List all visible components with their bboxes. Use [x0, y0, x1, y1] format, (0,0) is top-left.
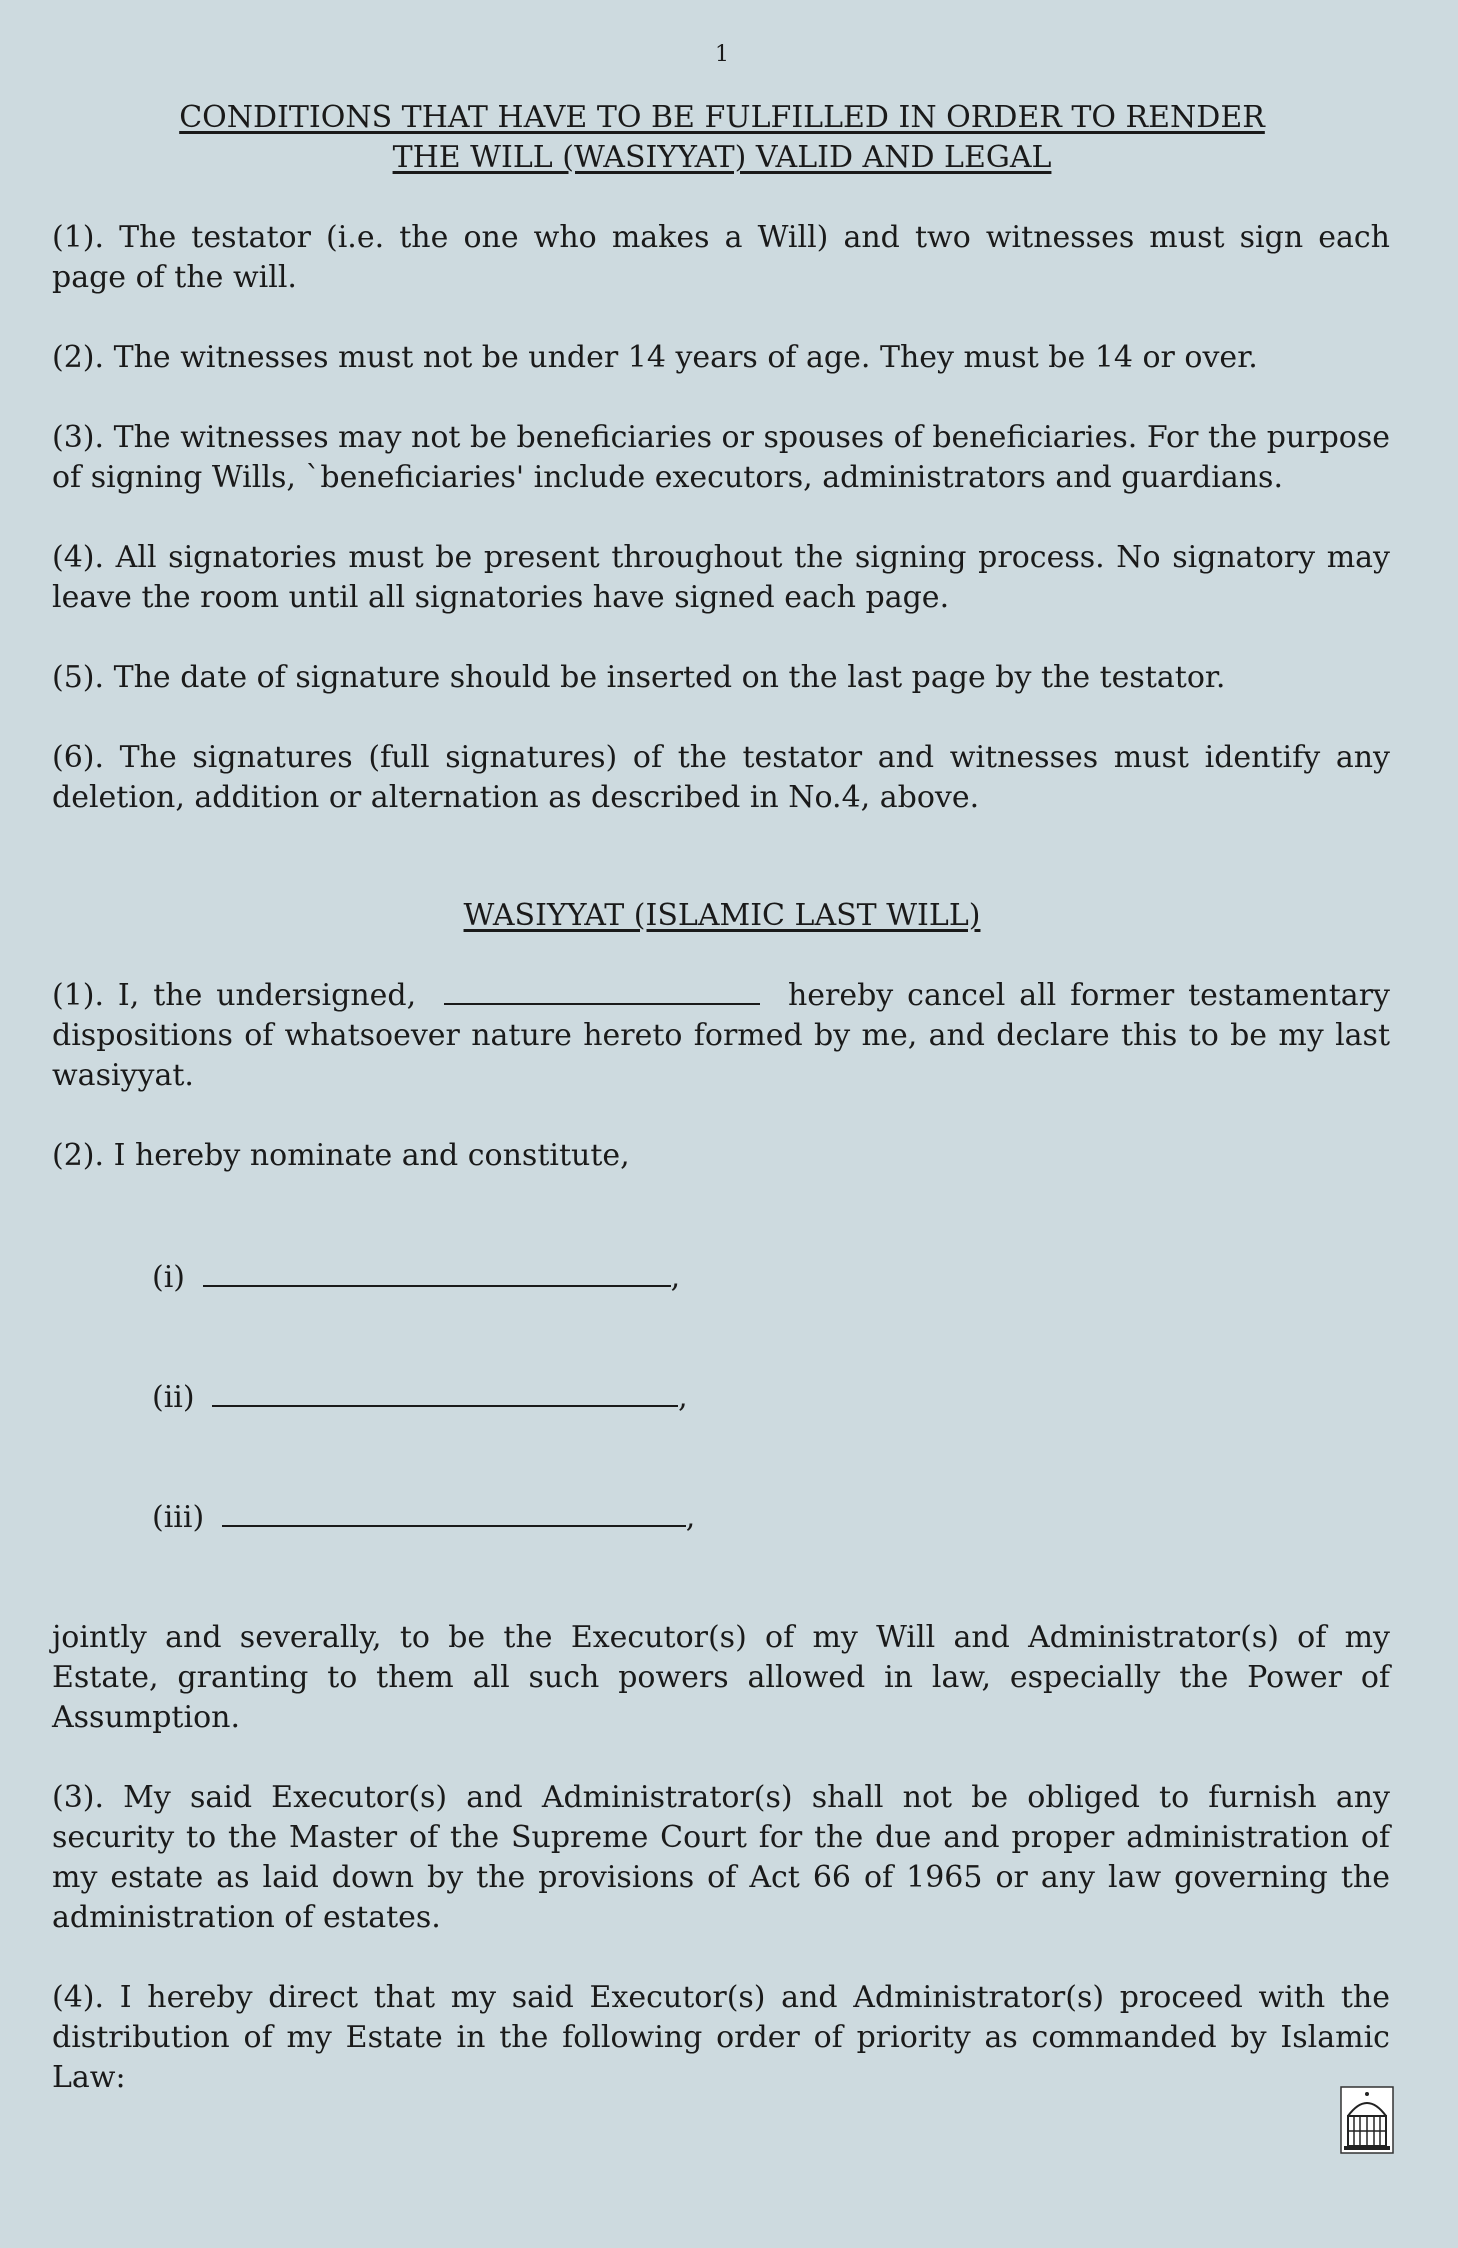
page-number: 1 — [715, 42, 729, 67]
condition-item-1: (1). The testator (i.e. the one who makes a Will) and two witnesses must sign each page of the will. — [52, 220, 1390, 295]
wasiyyat-clause-2: (2). I hereby nominate and constitute, — [52, 1138, 630, 1173]
wasiyyat-title: WASIYYAT (ISLAMIC LAST WILL) — [463, 898, 981, 933]
condition-item-4: (4). All signatories must be present throughout the signing process. No signatory may leave the room until all signatories have signed each page. — [52, 540, 1390, 615]
nominee-label-3: (iii) — [152, 1500, 205, 1535]
nominee-comma-3: , — [685, 1500, 696, 1535]
wasiyyat-clause-4: (4). I hereby direct that my said Executor(s) and Administrator(s) proceed with the distribution of my Estate in the following order of priority as commanded by Islamic Law: — [52, 1980, 1390, 2095]
condition-item-6: (6). The signatures (full signatures) of the testator and witnesses must identify any deletion, addition or alternation as described in No.4, above. — [52, 740, 1390, 815]
nominee-field-3[interactable] — [222, 1499, 686, 1527]
wasiyyat-clause-1 — [52, 976, 1390, 1096]
condition-item-5: (5). The date of signature should be inserted on the last page by the testator. — [52, 660, 1226, 695]
testator-name-field[interactable] — [444, 977, 760, 1005]
nominee-row-3 — [152, 1498, 695, 1538]
nominee-label-1: (i) — [152, 1260, 186, 1295]
nominee-comma-2: , — [678, 1380, 688, 1415]
conditions-title-line1: CONDITIONS THAT HAVE TO BE FULFILLED IN ORDER TO RENDER — [179, 100, 1265, 135]
wasiyyat-clause-3: (3). My said Executor(s) and Administrator(s) shall not be obliged to furnish any security to the Master of the Supreme Court for the due and proper administration of my estate as laid down by the provisions of Act 66 of 1965 or any law governing the administration of estates. — [52, 1780, 1390, 1935]
clause1-suffix: hereby cancel all former testamentary dispositions of whatsoever nature hereto formed by me, and declare this to be my last wasiyyat. — [52, 978, 1390, 1093]
condition-item-3: (3). The witnesses may not be beneficiaries or spouses of beneficiaries. For the purpose of signing Wills, `beneficiaries' include executors, administrators and guardians. — [52, 420, 1390, 495]
nominee-field-2[interactable] — [212, 1379, 678, 1407]
wasiyyat-jointly-paragraph: jointly and severally, to be the Executor(s) of my Will and Administrator(s) of my Estate, granting to them all such powers allowed in law, especially the Power of Assumption. — [52, 1620, 1390, 1735]
nominee-comma-1: , — [670, 1260, 681, 1295]
nominee-label-2: (ii) — [152, 1380, 195, 1415]
conditions-title-line2: THE WILL (WASIYYAT) VALID AND LEGAL — [392, 140, 1052, 175]
condition-item-2: (2). The witnesses must not be under 14 years of age. They must be 14 or over. — [52, 340, 1258, 375]
nominee-row-1 — [152, 1258, 680, 1298]
nominee-row-2 — [152, 1378, 688, 1418]
clause1-prefix: (1). I, the undersigned, — [52, 978, 417, 1013]
mosque-gate-icon — [1340, 2086, 1394, 2154]
nominee-field-1[interactable] — [203, 1259, 671, 1287]
